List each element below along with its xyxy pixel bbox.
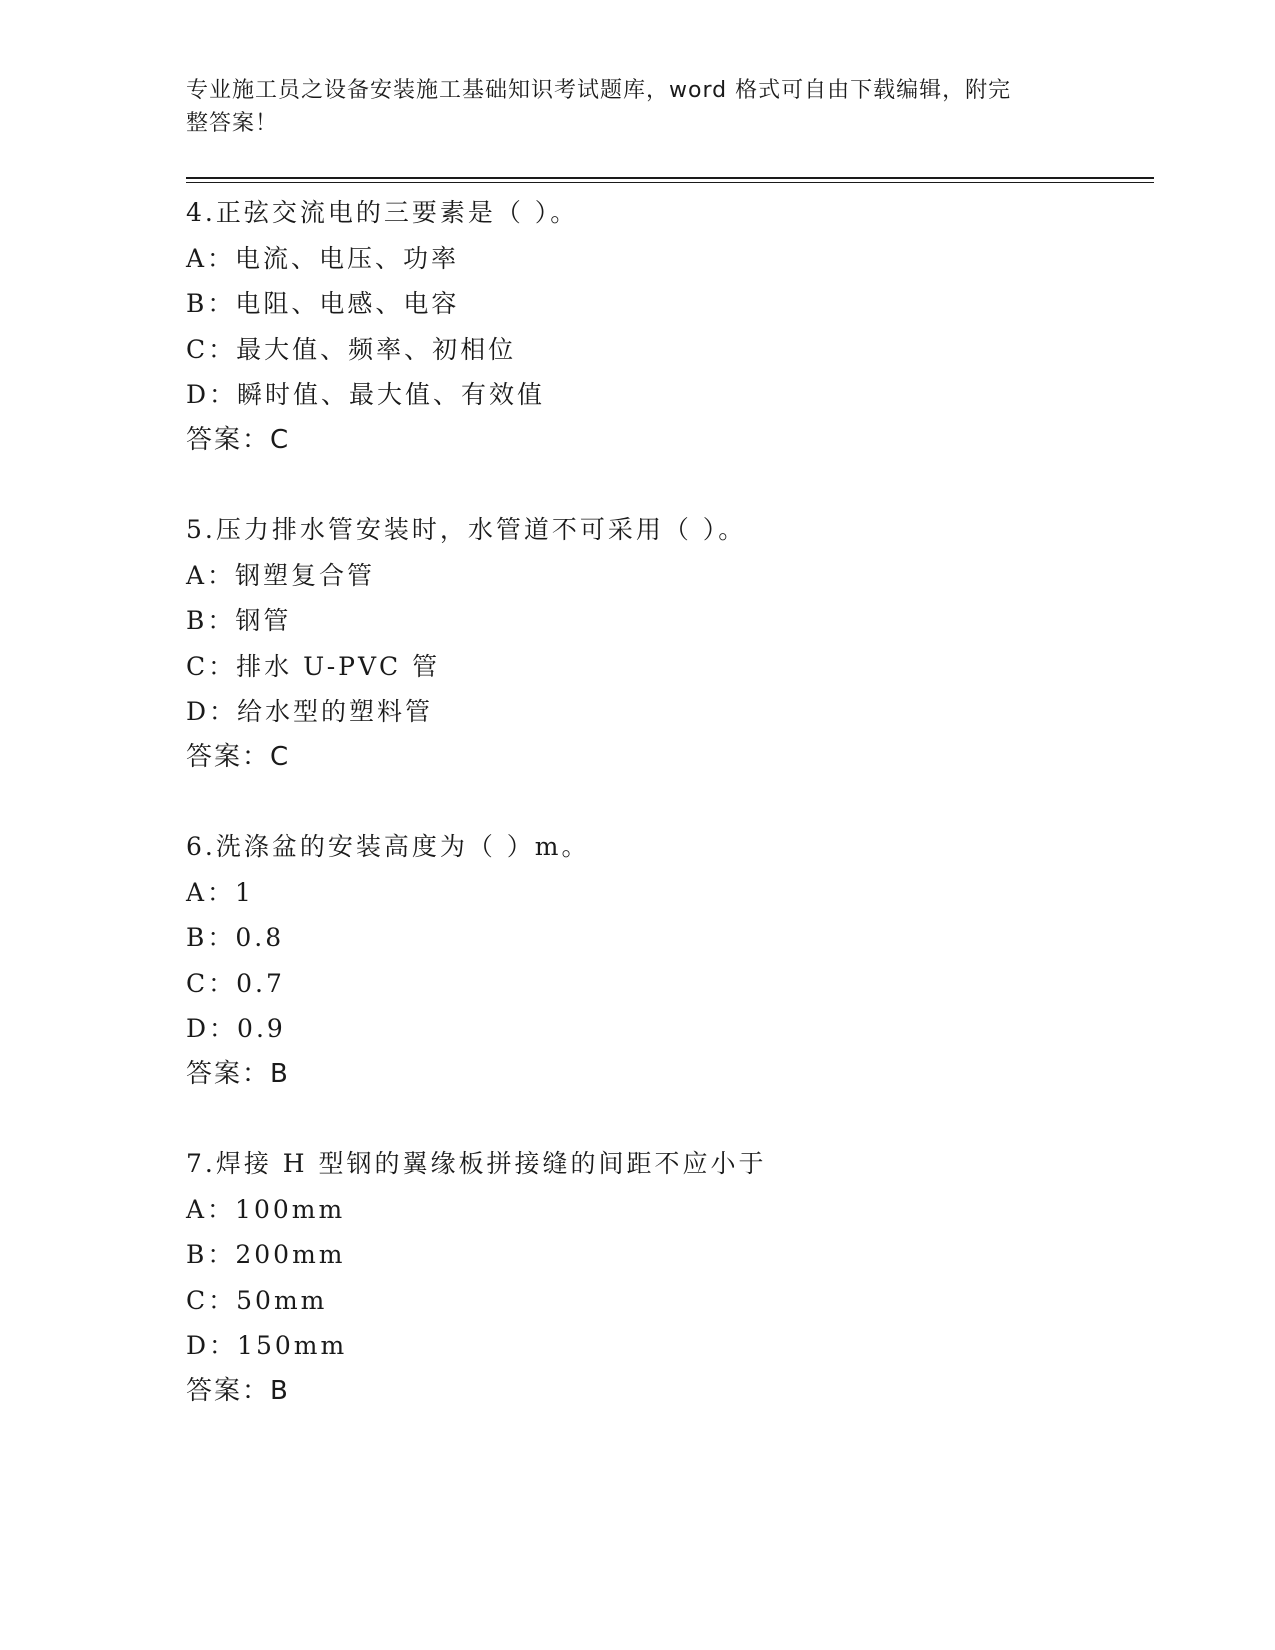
question-stem: 5.压力排水管安装时，水管道不可采用（ ）。 xyxy=(186,515,747,544)
option-a: A：100mm xyxy=(186,1194,346,1224)
question-list xyxy=(186,190,1154,1458)
document-header-note xyxy=(186,74,1066,140)
option-d: D：瞬时值、最大值、有效值 xyxy=(186,380,546,409)
option-b: B：200mm xyxy=(186,1240,346,1269)
header-note-line-1: 专业施工员之设备安装施工基础知识考试题库，word 格式可自由下载编辑，附完 xyxy=(186,78,1012,103)
question-stem: 7.焊接 H 型钢的翼缘板拼接缝的间距不应小于 xyxy=(186,1149,767,1178)
option-c: C：50mm xyxy=(186,1285,328,1315)
question-stem: 6.洗涤盆的安装高度为（ ）m。 xyxy=(186,832,590,861)
option-b: B：0.8 xyxy=(186,923,285,952)
option-b: B：钢管 xyxy=(186,606,292,635)
question-7 xyxy=(186,1141,1154,1414)
answer-label: 答案：C xyxy=(186,741,291,772)
question-5 xyxy=(186,507,1154,780)
header-note-line-2: 整答案！ xyxy=(186,111,279,136)
option-d: D：0.9 xyxy=(186,1014,286,1043)
option-c: C：0.7 xyxy=(186,968,285,998)
header-divider-thin xyxy=(186,182,1154,183)
question-4 xyxy=(186,190,1154,463)
header-divider-thick xyxy=(186,177,1154,179)
option-a: A：电流、电压、功率 xyxy=(186,243,460,273)
option-b: B：电阻、电感、电容 xyxy=(186,289,460,318)
answer-label: 答案：B xyxy=(186,1058,290,1089)
option-c: C：排水 U-PVC 管 xyxy=(186,651,441,681)
option-a: A：钢塑复合管 xyxy=(186,560,376,590)
question-stem: 4.正弦交流电的三要素是（ ）。 xyxy=(186,198,579,227)
answer-label: 答案：C xyxy=(186,424,291,455)
option-d: D：给水型的塑料管 xyxy=(186,697,434,726)
option-a: A：1 xyxy=(186,877,254,907)
answer-label: 答案：B xyxy=(186,1375,290,1406)
option-d: D：150mm xyxy=(186,1331,348,1360)
option-c: C：最大值、频率、初相位 xyxy=(186,334,517,364)
question-6 xyxy=(186,824,1154,1097)
